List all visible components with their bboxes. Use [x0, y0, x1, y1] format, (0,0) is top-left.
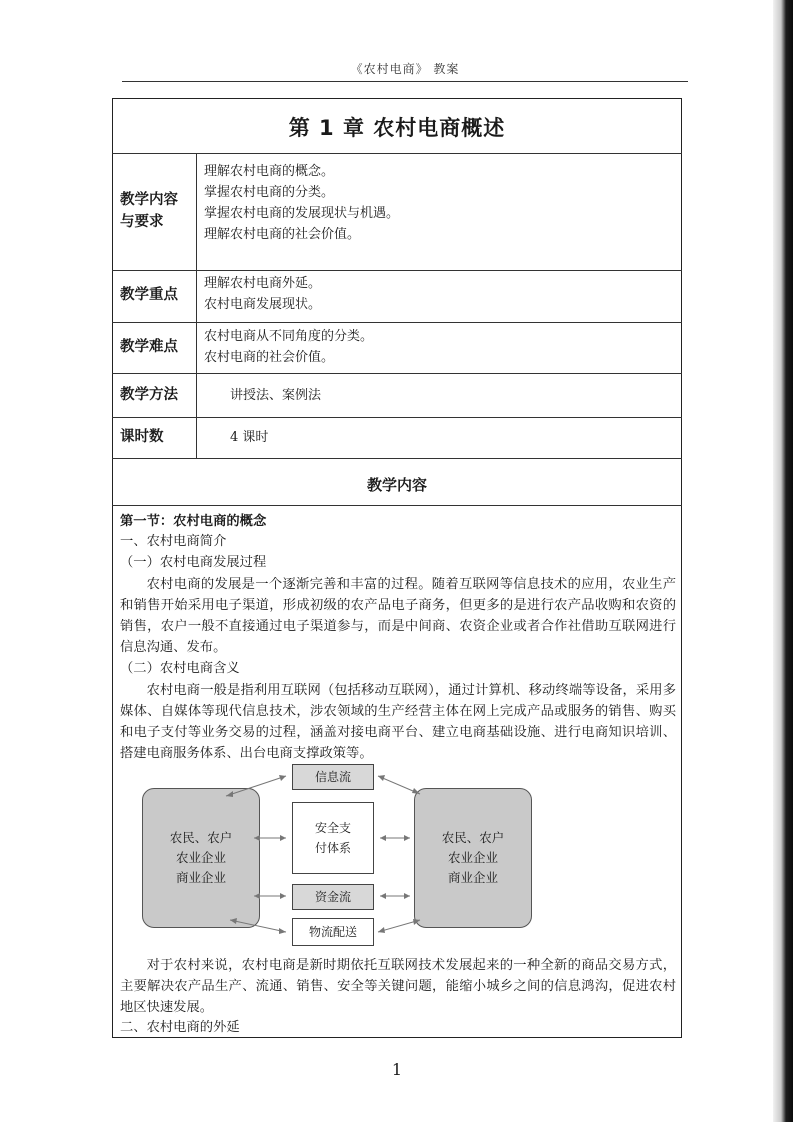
row-label-content-line2: 与要求 — [120, 214, 164, 230]
subsection-2-heading: （二）农村电商含义 — [120, 661, 240, 676]
key-point-item: 理解农村电商外延。 — [204, 276, 322, 291]
table-rule — [112, 417, 682, 418]
content-requirement-item: 掌握农村电商的分类。 — [204, 185, 335, 200]
table-rule — [112, 153, 682, 154]
logistics-label: 物流配送 — [308, 925, 357, 939]
arrow-left-info — [226, 776, 286, 796]
row-label-content-line1: 教学内容 — [120, 192, 178, 208]
paragraph-significance: 对于农村来说，农村电商是新时期依托互联网技术发展起来的一种全新的商品交易方式，主要解决农产品生产、流通、销售、安全等关键问题，能缩小城乡之间的信息鸿沟，促进农村地区快速发展。 — [120, 958, 676, 1015]
row-label-difficulties: 教学难点 — [120, 339, 178, 355]
rural-ecommerce-diagram — [120, 760, 670, 950]
content-requirement-item: 掌握农村电商的发展现状与机遇。 — [204, 206, 400, 221]
row-label-hours: 课时数 — [120, 429, 164, 445]
section-1-heading: 第一节：农村电商的概念 — [120, 514, 267, 529]
chapter-title: 第 1 章 农村电商概述 — [288, 116, 506, 140]
hours-value: 4 课时 — [230, 430, 269, 445]
running-header: 《农村电商》 教案 — [350, 62, 460, 76]
subsection-1-heading: （一）农村电商发展过程 — [120, 555, 267, 570]
page-edge-shadow — [773, 0, 793, 1122]
table-rule — [112, 322, 682, 323]
table-rule — [112, 458, 682, 459]
difficulty-item: 农村电商从不同角度的分类。 — [204, 329, 374, 344]
content-requirement-item: 理解农村电商的社会价值。 — [204, 227, 361, 242]
diagram-arrows — [120, 760, 670, 950]
capital-flow-label: 资金流 — [314, 890, 351, 904]
section-heading: 教学内容 — [366, 476, 427, 494]
info-flow-label: 信息流 — [314, 770, 351, 784]
content-requirement-item: 理解农村电商的概念。 — [204, 164, 335, 179]
table-rule — [112, 373, 682, 374]
key-point-item: 农村电商发展现状。 — [204, 297, 322, 312]
payment-system-label: 安全支 付体系 — [314, 821, 351, 855]
method-value: 讲授法、案例法 — [230, 388, 322, 403]
row-label-method: 教学方法 — [120, 387, 178, 403]
part-2-heading: 二、农村电商的外延 — [120, 1020, 240, 1035]
difficulty-item: 农村电商的社会价值。 — [204, 350, 335, 365]
paragraph-definition: 农村电商一般是指利用互联网（包括移动互联网），通过计算机、移动终端等设备，采用多媒体、自媒体等现代信息技术，涉农领域的生产经营主体在网上完成产品或服务的销售、购买和电子支付等业务交易的过程，涵盖对接电商平台、建立电商基础设施、进行电商知识培训、搭建电商服务体系、出台电商支撑政策等。 — [120, 683, 676, 761]
paragraph-development: 农村电商的发展是一个逐渐完善和丰富的过程。随着互联网等信息技术的应用，农业生产和销售开始采用电子渠道，形成初级的农产品电子商务，但更多的是进行农产品收购和农资的销售，农户一般不直接通过电子渠道参与，而是中间商、农资企业或者合作社借助互联网进行信息沟通、发布。 — [120, 577, 676, 655]
left-participants-label: 农民、农户 农业企业 商业企业 — [169, 830, 233, 885]
row-label-key-points: 教学重点 — [120, 287, 178, 303]
page-number: 1 — [391, 1060, 403, 1079]
header-rule — [122, 81, 688, 82]
table-rule — [112, 505, 682, 506]
arrow-left-logistics — [230, 920, 286, 932]
right-participants-label: 农民、农户 农业企业 商业企业 — [441, 830, 505, 885]
table-column-divider — [196, 153, 197, 458]
table-rule — [112, 270, 682, 271]
part-1-heading: 一、农村电商简介 — [120, 534, 227, 549]
